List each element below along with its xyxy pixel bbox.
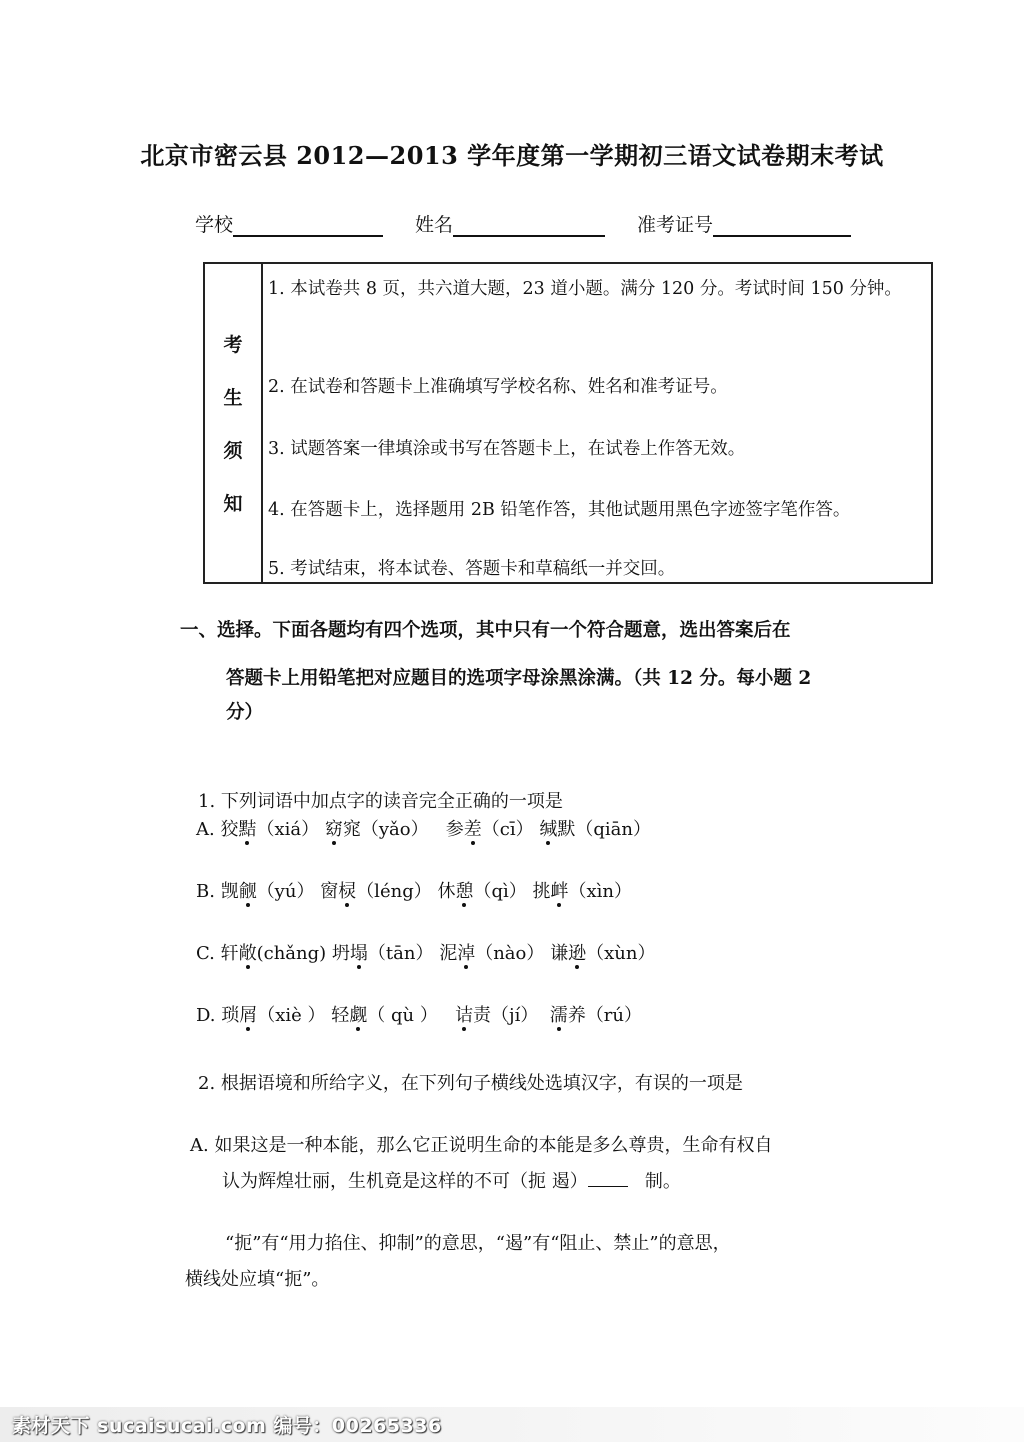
- pinyin: （xiè ）: [257, 1005, 326, 1026]
- fill-blank: [588, 1168, 628, 1187]
- notice-item: 1. 本试卷共 8 页，共六道大题，23 道小题。满分 120 分。考试时间 150 分钟。: [268, 279, 902, 299]
- pinyin: （xùn）: [586, 943, 656, 964]
- q2-option-a-text: 认为辉煌壮丽，生机竟是这样的不可（扼 遏）: [222, 1171, 588, 1192]
- notice-side-label: [205, 264, 263, 582]
- dotted-char: 憩: [455, 881, 474, 902]
- school-field: [195, 210, 415, 237]
- word: 狡: [220, 819, 239, 840]
- name-label: 姓名: [415, 214, 454, 236]
- q1-option-c: [196, 939, 655, 965]
- word: 责: [473, 1005, 492, 1026]
- dotted-char: 棂: [338, 881, 357, 902]
- notice-item: 4. 在答题卡上，选择题用 2B 铅笔作答，其他试题用黑色字迹签字笔作答。: [268, 500, 851, 520]
- q2-option-a-line1: A. 如果这是一种本能，那么它正说明生命的本能是多么尊贵，生命有权自: [190, 1135, 773, 1156]
- name-blank: [453, 213, 605, 237]
- name-field: [415, 210, 637, 237]
- q1-option-d: [196, 1001, 642, 1027]
- q2-stem: 2. 根据语境和所给字义，在下列句子横线处选填汉字，有误的一项是: [198, 1073, 743, 1094]
- dotted-char: 觎: [238, 881, 257, 902]
- q1-option-b: [196, 877, 632, 903]
- dotted-char: 淖: [457, 943, 476, 964]
- notice-item: 3. 试题答案一律填涂或书写在答题卡上，在试卷上作答无效。: [268, 439, 746, 459]
- student-info-row: [195, 210, 851, 237]
- q2-explain-line2: 横线处应填“扼”。: [185, 1269, 330, 1290]
- option-letter: A.: [196, 819, 215, 840]
- dotted-char: 濡: [549, 1005, 568, 1026]
- section1-heading-line1: 一、选择。下面各题均有四个选项，其中只有一个符合题意，选出答案后在: [180, 620, 791, 641]
- dotted-char: 逊: [568, 943, 587, 964]
- q1-option-a: [196, 815, 651, 841]
- word: 觊: [220, 881, 239, 902]
- word: 参: [445, 819, 464, 840]
- q2-option-a-end: 制。: [644, 1171, 681, 1192]
- dotted-char: 觑: [349, 1005, 368, 1026]
- dotted-char: 诘: [455, 1005, 474, 1026]
- word: 默: [557, 819, 576, 840]
- notice-char: 生: [223, 387, 243, 409]
- watermark-bar: [0, 1407, 1024, 1442]
- dotted-char: 屑: [239, 1005, 258, 1026]
- watermark-text: 素材天下 sucaisucai.com 编号：00265336: [12, 1415, 442, 1437]
- pinyin: （nào）: [475, 943, 545, 964]
- pinyin: （qiān）: [575, 819, 651, 840]
- word: 谦: [550, 943, 569, 964]
- dotted-char: 缄: [539, 819, 558, 840]
- pinyin: （jí）: [491, 1005, 539, 1026]
- pinyin: （xìn）: [568, 881, 632, 902]
- pinyin: （cī）: [481, 819, 534, 840]
- pinyin: （xiá）: [256, 819, 320, 840]
- dotted-char: 窈: [324, 819, 343, 840]
- exam-notice-box: [203, 262, 933, 584]
- q2-option-a-line2: [222, 1167, 681, 1193]
- dotted-char: 敞: [238, 943, 257, 964]
- notice-char: 须: [223, 440, 243, 462]
- notice-item: 2. 在试卷和答题卡上准确填写学校名称、姓名和准考证号。: [268, 377, 728, 397]
- section1-heading-line2: 答题卡上用铅笔把对应题目的选项字母涂黑涂满。（共 12 分。每小题 2: [226, 668, 812, 689]
- exam-id-blank: [713, 213, 851, 237]
- word: 泥: [439, 943, 458, 964]
- pinyin: （yú）: [256, 881, 315, 902]
- pinyin: (chǎng): [256, 943, 327, 964]
- pinyin: （yǎo）: [360, 819, 429, 840]
- exam-id-label: 准考证号: [637, 214, 714, 236]
- option-letter: D.: [196, 1005, 216, 1026]
- pinyin: （tān）: [367, 943, 434, 964]
- school-blank: [233, 213, 383, 237]
- word: 窗: [320, 881, 339, 902]
- word: 休: [437, 881, 456, 902]
- dotted-char: 差: [463, 819, 482, 840]
- word: 窕: [342, 819, 361, 840]
- pinyin: （rú）: [585, 1005, 643, 1026]
- q1-stem: 1. 下列词语中加点字的读音完全正确的一项是: [198, 791, 563, 812]
- dotted-char: 塌: [349, 943, 368, 964]
- option-letter: B.: [196, 881, 215, 902]
- word: 坍: [331, 943, 350, 964]
- notice-list: [263, 264, 931, 582]
- exam-id-field: [637, 210, 851, 237]
- notice-char: 知: [223, 493, 243, 515]
- word: 琐: [221, 1005, 240, 1026]
- page-title: 北京市密云县 2012—2013 学年度第一学期初三语文试卷期末考试: [140, 141, 884, 170]
- pinyin: （léng）: [356, 881, 432, 902]
- pinyin: （ qù ）: [367, 1005, 438, 1026]
- pinyin: （qì）: [473, 881, 527, 902]
- section1-heading-line3: 分）: [226, 702, 264, 723]
- word: 养: [567, 1005, 586, 1026]
- word: 轻: [331, 1005, 350, 1026]
- q2-explain-line1: “扼”有“用力掐住、抑制”的意思，“遏”有“阻止、禁止”的意思，: [225, 1233, 731, 1254]
- school-label: 学校: [195, 214, 234, 236]
- dotted-char: 黠: [238, 819, 257, 840]
- word: 轩: [220, 943, 239, 964]
- word: 挑: [532, 881, 551, 902]
- notice-item: 5. 考试结束，将本试卷、答题卡和草稿纸一并交回。: [268, 559, 676, 579]
- option-letter: C.: [196, 943, 215, 964]
- dotted-char: 衅: [550, 881, 569, 902]
- notice-char: 考: [223, 334, 243, 356]
